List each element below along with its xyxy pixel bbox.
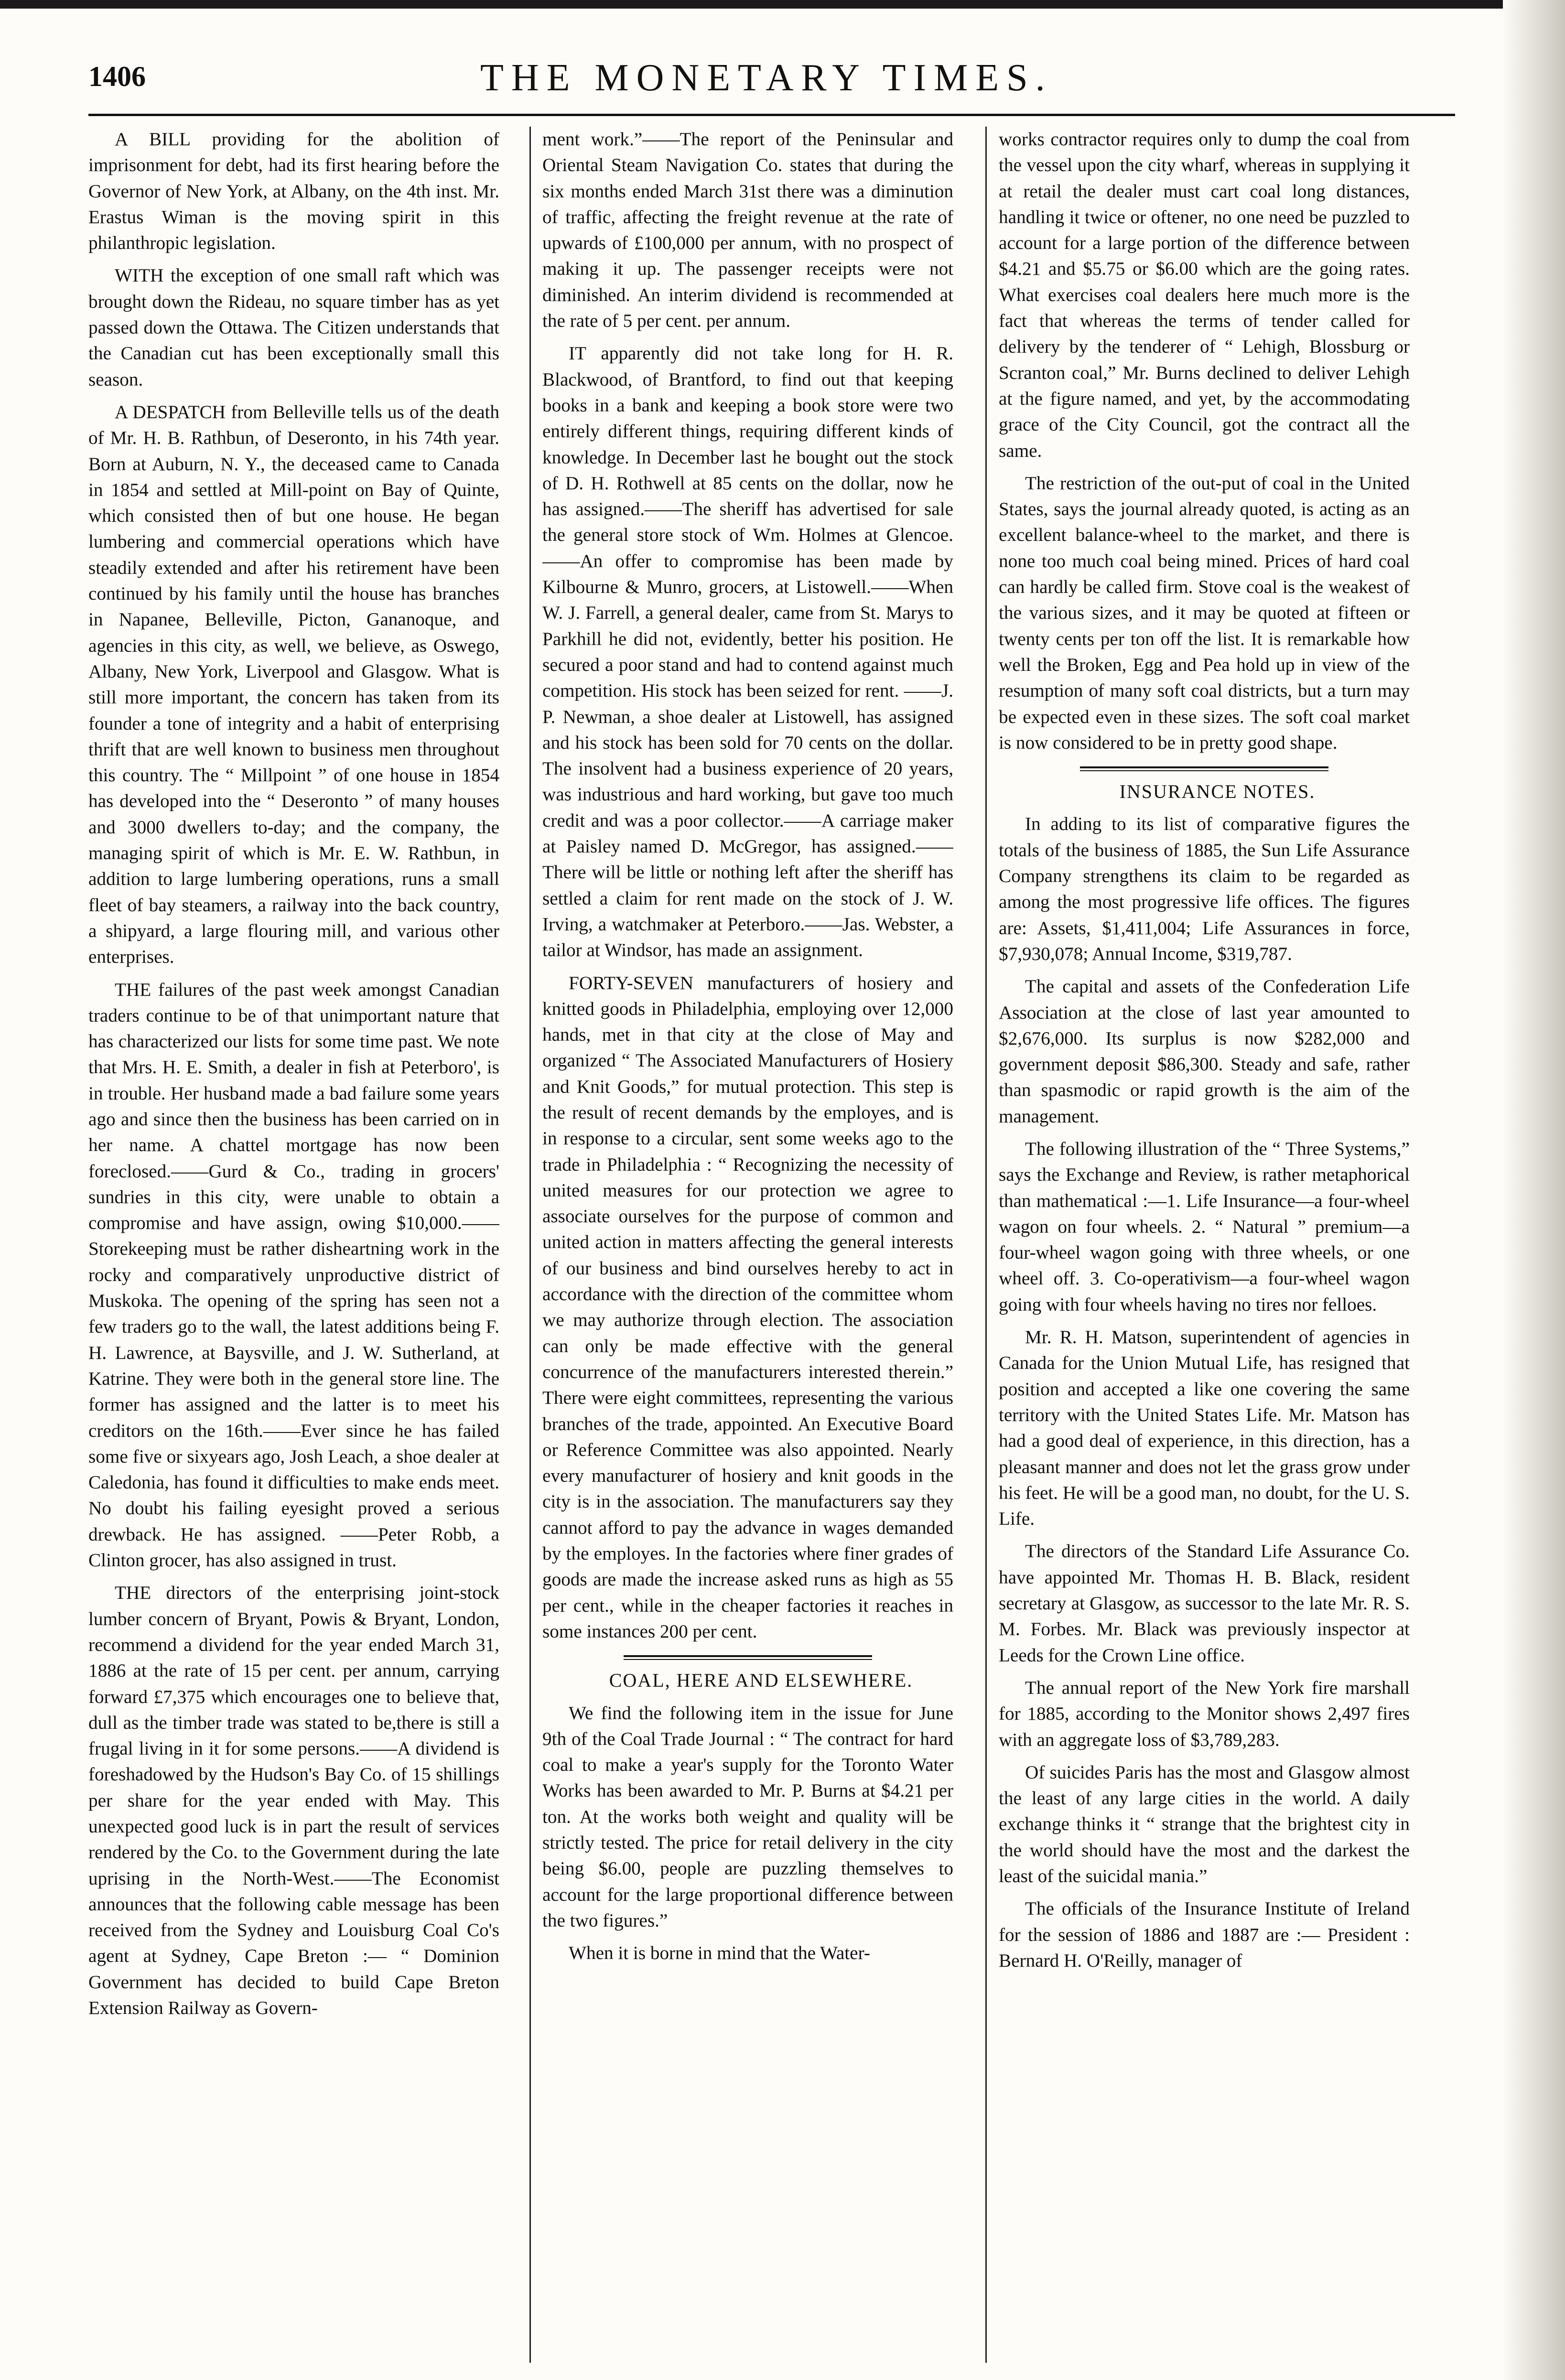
article-paragraph: The officials of the Insurance Institute of Ireland for the session of 1886 and 1887 are :— President : Bernard H. O'Reilly, manager of — [999, 1898, 1410, 1971]
coal-section-heading: COAL, HERE AND ELSEWHERE. — [609, 1669, 913, 1691]
header-rule — [88, 114, 1455, 116]
article-paragraph: THE directors of the enterprising joint-stock lumber concern of Bryant, Powis & Bryant, London, recommend a dividend for the year ended March 31, 1886 at the rate of 15 per cent. per annum, carrying forward £7,375 which encourages one to believe that, dull as the timber trade was stated to be,there is still a frugal living in it for some persons.——A dividend is foreshadowed by the Hudson's Bay Co. of 15 shillings per share for the year ended with May. This unexpected good luck is in part the result of services rendered by the Co. to the Government during the late uprising in the North-West.——The Economist announces that the following cable message has been received from the Sydney and Louisburg Coal Co's agent at Sydney, Cape Breton :— “ Dominion Government has decided to build Cape Breton Extension Railway as Govern- — [88, 1583, 499, 2019]
article-paragraph: The directors of the Standard Life Assurance Co. have appointed Mr. Thomas H. B. Black, resident secretary at Glasgow, as successor to the late Mr. R. S. M. Forbes. Mr. Black was previously inspector at Leeds for the Crown Line office. — [999, 1541, 1410, 1666]
article-paragraph: WITH the exception of one small raft which was brought down the Rideau, no square timber has as yet passed down the Ottawa. The Citizen understands that the Canadian cut has been exceptionally small this season. — [88, 265, 499, 390]
column-3 — [999, 127, 1410, 2363]
article-paragraph: The following illustration of the “ Three Systems,” says the Exchange and Review, is rather metaphorical than mathematical :—1. Life Insurance—a four-wheel wagon on four wheels. 2. “ Natural ” premium—a four-wheel wagon going with three wheels, or one wheel off. 3. Co-operativism—a four-wheel wagon going with four wheels having no tires nor felloes. — [999, 1138, 1410, 1315]
page-binding-shadow — [1503, 0, 1565, 2380]
article-paragraph: THE failures of the past week amongst Canadian traders continue to be of that unimportant nature that has characterized our lists for some time past. We note that Mrs. H. E. Smith, a dealer in fish at Peterboro', is in trouble. Her husband made a bad failure some years ago and since then the business has been carried on in her name. A chattel mortgage has now been foreclosed.——Gurd & Co., trading in grocers' sundries in this city, were unable to obtain a compromise and have assign, owing $10,000.——Storekeeping must be rather disheartning work in the rocky and comparatively unproductive district of Muskoka. The opening of the spring has seen not a few traders go to the wall, the latest additions being F. H. Lawrence, at Baysville, and J. W. Sutherland, at Katrine. They were both in the general store line. The former has assigned and the latter is to meet his creditors on the 16th.——Ever since he has failed some five or sixyears ago, Josh Leach, a shoe dealer at Caledonia, has found it difficulties to make ends meet. No doubt his failing eyesight proved a serious drewback. He has assigned. ——Peter Robb, a Clinton grocer, has also assigned in trust. — [88, 979, 499, 1571]
top-border-rule — [0, 0, 1565, 9]
article-paragraph: The restriction of the out-put of coal in the United States, says the journal already quoted, is acting as an excellent balance-wheel to the market, and there is none too much coal being mined. Prices of hard coal can hardly be called firm. Stove coal is the weakest of the various sizes, and it may be quoted at fifteen or twenty cents per ton off the list. It is remarkable how well the Broken, Egg and Pea hold up in view of the resumption of many soft coal districts, but a turn may be expected even in these sizes. The soft coal market is now considered to be in pretty good shape. — [999, 473, 1410, 753]
section-separator — [1080, 766, 1328, 771]
article-paragraph: In adding to its list of comparative figures the totals of the business of 1885, the Sun Life Assurance Company strengthens its claim to be regarded as among the most progressive life offices. The figures are: Assets, $1,411,004; Life Assurances in force, $7,930,078; Annual Income, $319,787. — [999, 814, 1410, 964]
article-paragraph: Mr. R. H. Matson, superintendent of agencies in Canada for the Union Mutual Life, has resigned that position and accepted a like one covering the same territory with the United States Life. Mr. Matson has had a good deal of experience, in this direction, has a pleasant manner and does not let the grass grow under his feet. He will be a good man, no doubt, for the U. S. Life. — [999, 1327, 1410, 1529]
column-divider-2 — [985, 127, 987, 2363]
article-paragraph: The capital and assets of the Confederation Life Association at the close of last year amounted to $2,676,000. Its surplus is now $282,000 and government deposit $86,300. Steady and safe, rather than spasmodic or rapid growth is the aim of the management. — [999, 976, 1410, 1127]
page-number: 1406 — [88, 61, 146, 92]
article-paragraph: FORTY-SEVEN manufacturers of hosiery and knitted goods in Philadelphia, employing over 12,000 hands, met in that city at the close of May and organized “ The Associated Manufacturers of Hosiery and Knit Goods,” for mutual protection. This step is the result of recent demands by the employes, and is in response to a circular, sent some weeks ago to the trade in Philadelphia : “ Recognizing the necessity of united measures for our protection we agree to associate ourselves for the purpose of common and united action in matters affecting the general interests of our business and bind ourselves hereby to act in accordance with the direction of the committee whom we may authorize through election. The association can only be made effective with the general concurrence of the manufacturers interested therein.” There were eight committees, representing the various branches of the trade, appointed. An Executive Board or Reference Committee was also appointed. Nearly every manufacturer of hosiery and knit goods in the city is in the association. The manufacturers say they cannot afford to pay the advance in wages demanded by the employes. In the factories where finer grades of goods are made the increase asked runs as high as 55 per cent., while in the cheaper factories it reaches in some instances 200 per cent. — [542, 972, 953, 1642]
section-separator — [624, 1655, 872, 1660]
article-paragraph: We find the following item in the issue for June 9th of the Coal Trade Journal : “ The contract for hard coal to make a year's supply for the Toronto Water Works has been awarded to Mr. P. Burns at $4.21 per ton. At the works both weight and quality will be strictly tested. The price for retail delivery in the city being $6.00, people are puzzling themselves to account for the large proportional difference between the two figures.” — [542, 1702, 953, 1931]
article-paragraph: works contractor requires only to dump the coal from the vessel upon the city wharf, whereas in supplying it at retail the dealer must cart coal long distances, handling it twice or oftener, no one need be puzzled to account for a large portion of the difference between $4.21 and $5.75 or $6.00 which are the going rates. What exercises coal dealers here much more is the fact that whereas the terms of tender called for delivery by the tenderer of “ Lehigh, Blossburg or Scranton coal,” Mr. Burns declined to deliver Lehigh at the figure named, and yet, by the accommodating grace of the City Council, got the contract all the same. — [999, 129, 1410, 461]
column-2 — [542, 127, 953, 2363]
column-divider-1 — [529, 127, 531, 2363]
insurance-section-heading: INSURANCE NOTES. — [1119, 781, 1316, 803]
masthead-title: THE MONETARY TIMES. — [480, 57, 1053, 99]
article-paragraph: ment work.”——The report of the Peninsular and Oriental Steam Navigation Co. states that during the six months ended March 31st there was a diminution of traffic, affecting the freight revenue at the rate of upwards of £100,000 per annum, with no prospect of making it up. The passenger receipts were not diminished. An interim dividend is recommended at the rate of 5 per cent. per annum. — [542, 129, 953, 332]
article-paragraph: A DESPATCH from Belleville tells us of the death of Mr. H. B. Rathbun, of Deseronto, in his 74th year. Born at Auburn, N. Y., the deceased came to Canada in 1854 and settled at Mill-point on Bay of Quinte, which consisted then of but one house. He began lumbering and commercial operations which have steadily extended and after his retirement have been continued by his family until the house has branches in Napanee, Belleville, Picton, Gananoque, and agencies in this city, as well, we believe, as Oswego, Albany, New York, Liverpool and Glasgow. What is still more important, the concern has taken from its founder a tone of integrity and a habit of enterprising thrift that are well known to business men throughout this country. The “ Millpoint ” of one house in 1854 has developed into the “ Deseronto ” of many houses and 3000 dwellers to-day; and the company, the managing spirit of which is Mr. E. W. Rathbun, in addition to large lumbering operations, runs a small fleet of bay steamers, a railway into the back country, a shipyard, a large flouring mill, and various other enterprises. — [88, 401, 499, 968]
article-paragraph: When it is borne in mind that the Water- — [569, 1943, 870, 1964]
article-paragraph: The annual report of the New York fire marshall for 1885, according to the Monitor shows 2,497 fires with an aggregate loss of $3,789,283. — [999, 1677, 1410, 1750]
article-paragraph: A BILL providing for the abolition of imprisonment for debt, had its first hearing before the Governor of New York, at Albany, on the 4th inst. Mr. Erastus Wiman is the moving spirit in this philanthropic legislation. — [88, 129, 499, 254]
article-paragraph: Of suicides Paris has the most and Glasgow almost the least of any large cities in the world. A daily exchange thinks it “ strange that the brightest city in the world should have the most and the darkest the least of the suicidal mania.” — [999, 1762, 1410, 1886]
article-paragraph: IT apparently did not take long for H. R. Blackwood, of Brantford, to find out that keeping books in a bank and keeping a book store were two entirely different things, requiring different kinds of knowledge. In December last he bought out the stock of D. H. Rothwell at 85 cents on the dollar, now he has assigned.——The sheriff has advertised for sale the general store stock of Wm. Holmes at Glencoe.——An offer to compromise has been made by Kilbourne & Munro, grocers, at Listowell.——When W. J. Farrell, a general dealer, came from St. Marys to Parkhill he did not, evidently, better his position. He secured a poor stand and had to contend against much competition. His stock has been seized for rent. ——J. P. Newman, a shoe dealer at Listowell, has assigned and his stock has been sold for 70 cents on the dollar. The insolvent had a business experience of 20 years, was industrious and hard working, but gave too much credit and was a poor collector.——A carriage maker at Paisley named D. McGregor, has assigned.——There will be little or nothing left after the sheriff has settled a claim for rent made on the stock of J. W. Irving, a watchmaker at Peterboro.——Jas. Webster, a tailor at Windsor, has made an assignment. — [542, 343, 953, 961]
column-1 — [88, 127, 499, 2363]
page-header — [88, 56, 1455, 109]
